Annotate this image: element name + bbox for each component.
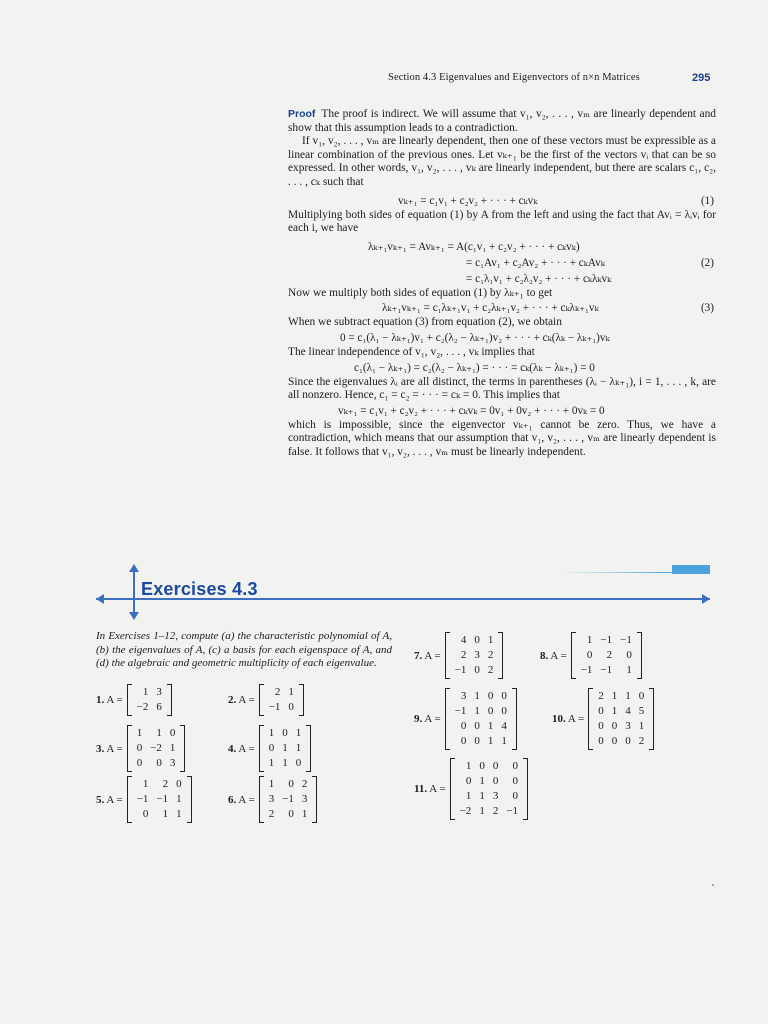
matrix-entry: 1: [142, 686, 149, 698]
exercise-number: 9.: [414, 713, 423, 725]
matrix-entry: 1: [638, 720, 645, 732]
matrix: [571, 632, 642, 679]
matrix-entry: 0: [288, 701, 294, 713]
matrix: [450, 758, 528, 820]
decorative-block: [672, 565, 710, 574]
matrix-entry: 0: [136, 757, 143, 769]
proof-paragraph-1: [288, 108, 716, 135]
matrix-entry: 2: [460, 649, 467, 661]
exercise-6: [228, 776, 317, 823]
matrix-entry: 3: [301, 793, 308, 805]
matrix-entry: 1: [169, 742, 176, 754]
proof-paragraph-4: Now we multiply both sides of equation (1) by λₖ₊₁ to get: [288, 286, 553, 299]
exercise-equals: A =: [422, 713, 441, 725]
equation-5: c₁(λ₁ − λₖ₊₁) = c₂(λ₂ − λₖ₊₁) = · · · = cₖ(λₖ − λₖ₊₁) = 0: [354, 361, 595, 374]
exercise-number: 8.: [540, 649, 549, 662]
exercise-label: [96, 694, 123, 706]
matrix-entry: 0: [598, 735, 604, 747]
matrix-entry: 0: [288, 808, 294, 820]
matrix-entry: 2: [487, 649, 494, 661]
exercise-number: 1.: [96, 694, 105, 706]
matrix-entry: 0: [611, 720, 618, 732]
exercise-7: [414, 632, 503, 679]
equation-2-line-2: = c₁Av₁ + c₂Av₂ + · · · + cₖAvₖ (2): [466, 256, 714, 269]
matrix-entry: 1: [479, 805, 485, 817]
matrix-entry: 1: [295, 727, 302, 739]
exercise-label: [96, 794, 123, 806]
matrix: [127, 684, 172, 716]
exercise-number: 10.: [552, 713, 566, 725]
equation-2-line-1: λₖ₊₁vₖ₊₁ = Avₖ₊₁ = A(c₁v₁ + c₂v₂ + · · · + cₖvₖ): [368, 240, 580, 253]
exercise-label: [414, 783, 446, 795]
exercise-equals: A =: [427, 783, 446, 795]
matrix-entry: 2: [301, 778, 308, 790]
matrix-entry: 0: [598, 720, 604, 732]
proof-paragraph-8: which is impossible, since the eigenvector vₖ₊₁ cannot be zero. Thus, we have a contradiction, which means that our assumption that v₁, v₂, . . . , vₘ are linearly dependent is false. It follows that v₁, v₂, . . . , vₘ must be linearly independent.: [288, 418, 716, 458]
matrix: [259, 776, 318, 823]
proof-section: [288, 108, 716, 460]
matrix-entry: 1: [479, 775, 485, 787]
matrix-entry: 0: [479, 760, 485, 772]
speck: [712, 884, 714, 886]
matrix-entry: 0: [501, 705, 507, 717]
left-arrow-icon: [96, 594, 104, 604]
matrix-entry: 3: [169, 757, 176, 769]
equation-3: λₖ₊₁vₖ₊₁ = c₁λₖ₊₁v₁ + c₂λₖ₊₁v₂ + · · · + cₖλₖ₊₁vₖ (3): [382, 302, 714, 315]
matrix-entry: 0: [474, 634, 480, 646]
matrix: [127, 725, 186, 772]
right-arrow-icon: [702, 594, 710, 604]
matrix-entry: 4: [501, 720, 507, 732]
matrix-entry: 1: [301, 808, 308, 820]
matrix-entry: 0: [598, 705, 604, 717]
matrix-entry: 3: [268, 793, 275, 805]
matrix-entry: 1: [625, 690, 631, 702]
matrix-entry: 0: [136, 742, 143, 754]
exercise-label: [228, 794, 255, 806]
exercise-equals: A =: [104, 793, 123, 806]
exercise-number: 2.: [228, 694, 237, 706]
matrix-entry: 0: [487, 690, 494, 702]
exercise-label: [552, 713, 584, 725]
up-arrow-icon: [129, 564, 139, 572]
matrix-entry: 3: [474, 649, 480, 661]
matrix: [259, 725, 312, 772]
matrix-entry: −1: [506, 805, 519, 817]
exercise-1: [96, 684, 172, 716]
exercise-equals: A =: [104, 694, 123, 706]
matrix-entry: 1: [611, 690, 618, 702]
equation-4: 0 = c₁(λ₁ − λₖ₊₁)v₁ + c₂(λ₂ − λₖ₊₁)v₂ + · · · + cₖ(λₖ − λₖ₊₁)vₖ: [340, 331, 610, 344]
exercise-10: [552, 688, 654, 750]
matrix-entry: 1: [288, 686, 294, 698]
matrix-entry: −2: [150, 742, 162, 754]
proof-label: Proof: [288, 108, 316, 120]
matrix-entry: 1: [268, 727, 275, 739]
exercise-5: [96, 776, 192, 823]
matrix: [445, 688, 517, 750]
proof-paragraph-6: The linear independence of v₁, v₂, . . . , vₖ implies that: [288, 345, 535, 358]
matrix-entry: 1: [142, 778, 149, 790]
vertical-rule: [133, 568, 135, 618]
matrix-entry: 1: [611, 705, 618, 717]
matrix-entry: 2: [492, 805, 499, 817]
exercise-number: 3.: [96, 742, 105, 755]
proof-paragraph-3: Multiplying both sides of equation (1) by A from the left and using the fact that Avᵢ = λᵢvᵢ for each i, we have: [288, 208, 716, 235]
exercise-2: [228, 684, 304, 716]
matrix-entry: 1: [487, 720, 494, 732]
matrix-entry: 1: [268, 757, 275, 769]
exercise-number: 6.: [228, 793, 237, 806]
matrix-entry: 0: [501, 690, 507, 702]
matrix-entry: 3: [156, 686, 162, 698]
matrix-entry: 1: [501, 735, 507, 747]
matrix-entry: 6: [156, 701, 162, 713]
matrix-entry: 2: [487, 664, 494, 676]
matrix-entry: 0: [288, 778, 294, 790]
matrix-entry: 1: [282, 742, 288, 754]
matrix-entry: 2: [606, 649, 613, 661]
running-header: Section 4.3 Eigenvalues and Eigenvectors of n×n Matrices: [388, 72, 640, 83]
matrix-entry: 1: [479, 790, 485, 802]
matrix-entry: −1: [136, 793, 149, 805]
exercise-8: [540, 632, 642, 679]
exercise-equals: A =: [565, 713, 585, 725]
matrix-entry: −1: [600, 634, 613, 646]
proof-paragraph-5: When we subtract equation (3) from equation (2), we obtain: [288, 316, 562, 329]
exercise-label: [540, 650, 567, 662]
matrix-entry: 2: [268, 808, 275, 820]
matrix-entry: −1: [156, 793, 169, 805]
exercise-label: [96, 743, 123, 755]
matrix-entry: 2: [274, 686, 281, 698]
matrix: [588, 688, 654, 750]
proof-paragraph-7: Since the eigenvalues λᵢ are all distinct, the terms in parentheses (λᵢ − λₖ₊₁), i = 1, . . . , k, are all nonzero. Hence, c₁ = c₂ = · · · = cₖ = 0. This implies that: [288, 375, 716, 402]
matrix-entry: 0: [268, 742, 275, 754]
equation-6: vₖ₊₁ = c₁v₁ + c₂v₂ + · · · + cₖvₖ = 0v₁ + 0v₂ + · · · + 0vₖ = 0: [338, 404, 605, 417]
matrix-entry: 0: [586, 649, 593, 661]
exercises-instructions: In Exercises 1–12, compute (a) the characteristic polynomial of A, (b) the eigenvalues of A, (c) a basis for each eigenspace of A, and (d) the algebraic and geometric multiplicity of each eigenvalue.: [96, 630, 392, 670]
exercise-3: [96, 725, 185, 772]
exercise-11: [414, 758, 528, 820]
matrix-entry: −1: [454, 664, 467, 676]
matrix-entry: 1: [156, 727, 162, 739]
exercise-equals: A =: [236, 793, 255, 806]
matrix-entry: 0: [626, 649, 632, 661]
matrix-entry: 1: [465, 760, 472, 772]
matrix-entry: 5: [638, 705, 645, 717]
matrix-entry: 1: [626, 664, 632, 676]
exercises-heading: Exercises 4.3: [141, 579, 258, 599]
exercise-equals: A =: [548, 649, 567, 662]
matrix: [445, 632, 504, 679]
exercise-equals: A =: [236, 694, 255, 706]
exercise-label: [414, 650, 441, 662]
matrix-entry: 2: [162, 778, 169, 790]
matrix-entry: 1: [176, 793, 182, 805]
exercise-equals: A =: [422, 649, 441, 662]
down-arrow-icon: [129, 612, 139, 620]
matrix-entry: 0: [487, 705, 494, 717]
matrix-entry: 1: [268, 778, 275, 790]
matrix-entry: 0: [512, 760, 519, 772]
matrix-entry: 0: [156, 757, 162, 769]
matrix-entry: 0: [474, 735, 480, 747]
matrix-entry: 3: [625, 720, 631, 732]
matrix-entry: 1: [474, 690, 480, 702]
matrix-entry: 1: [465, 790, 472, 802]
matrix-entry: 0: [465, 775, 472, 787]
matrix-entry: 1: [586, 634, 593, 646]
matrix-entry: −1: [600, 664, 613, 676]
matrix-entry: 0: [460, 735, 467, 747]
matrix-entry: 1: [487, 735, 494, 747]
equation-2-line-3: = c₁λ₁v₁ + c₂λ₂v₂ + · · · + cₖλₖvₖ: [466, 272, 612, 285]
matrix-entry: 0: [474, 664, 480, 676]
exercise-label: [228, 694, 255, 706]
exercise-equals: A =: [236, 742, 255, 755]
exercise-number: 11.: [414, 783, 428, 795]
matrix-entry: 1: [487, 634, 494, 646]
exercise-number: 4.: [228, 742, 237, 755]
matrix: [127, 776, 192, 823]
exercise-equals: A =: [104, 742, 123, 755]
matrix: [259, 684, 304, 716]
matrix-entry: 4: [625, 705, 631, 717]
matrix-entry: 0: [638, 690, 645, 702]
matrix-entry: 4: [460, 634, 467, 646]
matrix-entry: 0: [492, 775, 499, 787]
exercise-number: 5.: [96, 793, 105, 806]
matrix-entry: 2: [638, 735, 645, 747]
matrix-entry: 0: [142, 808, 149, 820]
matrix-entry: 0: [176, 778, 182, 790]
matrix-entry: 0: [169, 727, 176, 739]
matrix-entry: 0: [512, 790, 519, 802]
exercise-4: [228, 725, 311, 772]
proof-text-1: The proof is indirect. We will assume that v₁, v₂, . . . , vₘ are linearly dependent and show that this assumption leads to a contradiction.: [288, 108, 716, 134]
matrix-entry: 0: [625, 735, 631, 747]
matrix-entry: −1: [268, 701, 281, 713]
matrix-entry: 1: [162, 808, 169, 820]
matrix-entry: 1: [176, 808, 182, 820]
page-number: 295: [692, 72, 711, 84]
matrix-entry: 0: [512, 775, 519, 787]
matrix-entry: 2: [598, 690, 604, 702]
exercise-9: [414, 688, 517, 750]
matrix-entry: 0: [460, 720, 467, 732]
matrix-entry: 0: [611, 735, 618, 747]
equation-1: vₖ₊₁ = c₁v₁ + c₂v₂ + · · · + cₖvₖ (1): [398, 194, 714, 207]
matrix-entry: 0: [282, 727, 288, 739]
proof-paragraph-2: If v₁, v₂, . . . , vₘ are linearly dependent, then one of these vectors must be expressible as a linear combination of the previous ones. Let vₖ₊₁ be the first of the vectors vᵢ that can be so expressed. In other words, v₁, v₂, . . . , vₖ are linearly independent, but there are scalars c₁, c₂, . . . , cₖ such that: [288, 135, 716, 188]
decorative-rule: [560, 572, 672, 573]
matrix-entry: 3: [460, 690, 467, 702]
exercise-label: [414, 713, 441, 725]
matrix-entry: 0: [474, 720, 480, 732]
matrix-entry: 3: [492, 790, 499, 802]
matrix-entry: 0: [492, 760, 499, 772]
matrix-entry: 1: [474, 705, 480, 717]
matrix-entry: 1: [282, 757, 288, 769]
matrix-entry: −2: [136, 701, 149, 713]
matrix-entry: −1: [620, 634, 632, 646]
matrix-entry: 1: [295, 742, 302, 754]
matrix-entry: −1: [454, 705, 467, 717]
exercise-number: 7.: [414, 649, 423, 662]
exercise-label: [228, 743, 255, 755]
matrix-entry: −1: [282, 793, 294, 805]
matrix-entry: −1: [580, 664, 593, 676]
matrix-entry: −2: [459, 805, 472, 817]
matrix-entry: 0: [295, 757, 302, 769]
matrix-entry: 1: [136, 727, 143, 739]
